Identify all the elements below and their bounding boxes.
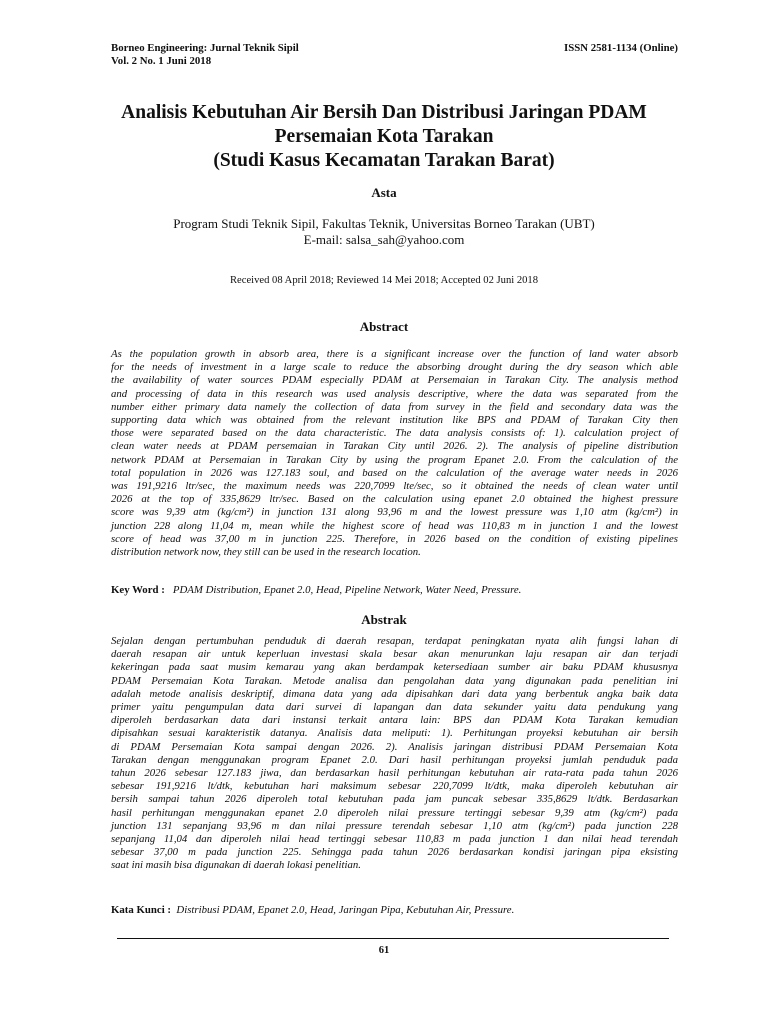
paragraph-line: Tarakan dengan menggunakan program Epanet 2.0. Dari hasil perhitungan proyeksi jumlah penduduk pada [111,753,678,766]
paragraph-line: sepanjang 11,04 dan diperoleh nilai head tertinggi sebesar 110,83 m pada junction 1 dan nilai head terendah [111,833,678,846]
footer-rule [117,938,669,939]
keywords [111,584,678,596]
keywords-label: Key Word : [111,584,165,596]
author-email: E-mail: salsa_sah@yahoo.com [303,232,465,247]
submission-dates: Received 08 April 2018; Reviewed 14 Mei 2018; Accepted 02 Juni 2018 [229,275,539,286]
paragraph-line: daerah resapan air untuk keperluan investasi skala besar akan menurunkan laju resapan air dan terjadi [111,648,678,661]
affiliation [0,216,768,248]
paragraph-line: sebesar 37,00 m pada junction 225. Sehingga pada tahun 2026 berdasarkan kondisi jaringan pipa eksisting [111,846,678,859]
paragraph-line: total population in 2026 was 127.183 soul, and based on the calculation of the average water needs in 2026 [111,466,678,479]
paragraph-line: junction 131 sepanjang 93,96 m dan nilai pressure terendah sebesar 1,10 atm (kg/cm²) pada junction 228 [111,819,678,832]
abstract-heading: Abstract [359,319,409,334]
title-line-2: Persemaian Kota Tarakan [274,126,494,147]
paragraph-line: primer yaitu pengumpulan data dari survei di lapangan dan data sekunder yaitu data pendukung yang [111,701,678,714]
paragraph-line: As the population growth in absorb area, there is a significant increase over the function of land water absorb [111,348,678,360]
paragraph-line: score of head was 37,00 m in junction 225. Therefore, in 2026 based on the condition of existing pipelines [111,532,678,545]
paragraph-line: distribution network now, they still can be used in the research location. [111,546,421,559]
paper-title [80,101,688,173]
paragraph-line: 2026 at the top of 335,8629 ltr/sec. Based on the calculation using epanet 2.0 obtained the highest pressure [111,493,678,506]
abstrak-heading: Abstrak [361,612,407,627]
paragraph-line: network PDAM at Persemaian in Tarakan City by using the program Epanet 2.0. From the calculation of the [111,453,678,466]
paragraph-line: hasil perhitungan menggunakan epanet 2.0 diperoleh nilai pressure tertinggi sebesar 9,39 atm (kg/cm²) pada [111,806,678,819]
paragraph-line: Sejalan dengan pertumbuhan penduduk di daerah resapan, terdapat peningkatan nyata alih fungsi lahan di [111,635,678,647]
abstrak-body [111,635,678,873]
affiliation-line: Program Studi Teknik Sipil, Fakultas Teknik, Universitas Borneo Tarakan (UBT) [173,216,595,231]
abstract-body [111,348,678,559]
paragraph-line: diperoleh berdasarkan data dari instansi terkait antara lain: BPS dan PDAM Kota Tarakan kemudian [111,714,678,727]
paragraph-line: tahun 2026 sebesar 127.183 jiwa, dan berdasarkan hasil perhitungan kebutuhan air rata-rata pada tahun 2026 [111,767,678,780]
page-number: 61 [378,945,390,956]
keywords-text: PDAM Distribution, Epanet 2.0, Head, Pipeline Network, Water Need, Pressure. [172,584,522,596]
paragraph-line: supporting data which was obtained from the relevant institution like BPS and PDAM of Tarakan City then [111,414,678,427]
paragraph-line: kekeringan pada saat musim kemarau yang akan berdampak ketersediaan sumber air baku PDAM khususnya [111,661,678,674]
kata-kunci-text: Distribusi PDAM, Epanet 2.0, Head, Jaringan Pipa, Kebutuhan Air, Pressure. [176,904,515,916]
paragraph-line: adalah metode analisis deskriptif, dimana data yang ada dipisahkan dari data yang berbentuk angka baik data [111,687,678,700]
paragraph-line: junction 228 along 11,04 m, mean while the highest score of head was 110,83 m in junction 1 and the lowest [111,519,678,532]
paragraph-line: was 191,9216 ltr/sec, the maximum needs was 220,7099 lte/sec, so it obtained the needs of clean water until [111,480,678,493]
paragraph-line: di PDAM Persemaian Kota sampai dengan 2026. 2). Analisis jaringan distribusi PDAM Persemaian Kota [111,740,678,753]
paragraph-line: for the needs of investment in a large scale to reduce the absorbing drought during the dry season which able [111,361,678,374]
journal-name: Borneo Engineering: Jurnal Teknik Sipil [111,42,299,54]
paragraph-line: PDAM Persemaian Kota Tarakan. Metode analisa dan pengolahan data yang digunakan pada penelitian ini [111,674,678,687]
paragraph-line: score was 9,39 atm (kg/cm²) in junction 131 along 93,96 m and the lowest pressure was 1,10 atm (kg/cm²) in [111,506,678,519]
paragraph-line: sebesar 191,9216 lt/dtk, kebutuhan hari maksimum sebesar 220,7099 lt/dtk, maka diperoleh kebutuhan air [111,780,678,793]
author-name: Asta [371,185,397,200]
volume-info: Vol. 2 No. 1 Juni 2018 [111,55,212,67]
title-line-3: (Studi Kasus Kecamatan Tarakan Barat) [213,150,555,171]
paragraph-line: those were separated based on the data characteristic. The data analysis consists of: 1). calculation project of [111,427,678,440]
paragraph-line: number either primary data namely the collection of data from survey in the field and secondary data was the [111,400,678,413]
paragraph-line: and processing of data in this research was used analysis descriptive, where the data was separated from the [111,387,678,400]
paragraph-line: clean water needs at PDAM persemaian in Tarakan City until 2026. 2). The analysis of pipeline distribution [111,440,678,453]
journal-header [111,42,678,68]
paragraph-line: dipisahkan sesuai karakteristik datanya. Analisis data meliputi: 1). Perhitungan proyeksi kebutuhan air bersih [111,727,678,740]
kata-kunci [111,904,678,916]
paragraph-line: saat ini masih bisa digunakan di daerah lokasi penelitian. [111,859,361,872]
title-line-1: Analisis Kebutuhan Air Bersih Dan Distribusi Jaringan PDAM [121,102,647,123]
paragraph-line: bersih sampai tahun 2026 diperoleh total kebutuhan pada jam puncak sebesar 335,8629 lt/dtk. Berdasarkan [111,793,678,806]
paragraph-line: the availability of water sources PDAM especially PDAM at Persemaian in Tarakan City. The analysis method [111,374,678,387]
kata-kunci-label: Kata Kunci : [111,904,171,916]
issn: ISSN 2581-1134 (Online) [564,42,678,54]
